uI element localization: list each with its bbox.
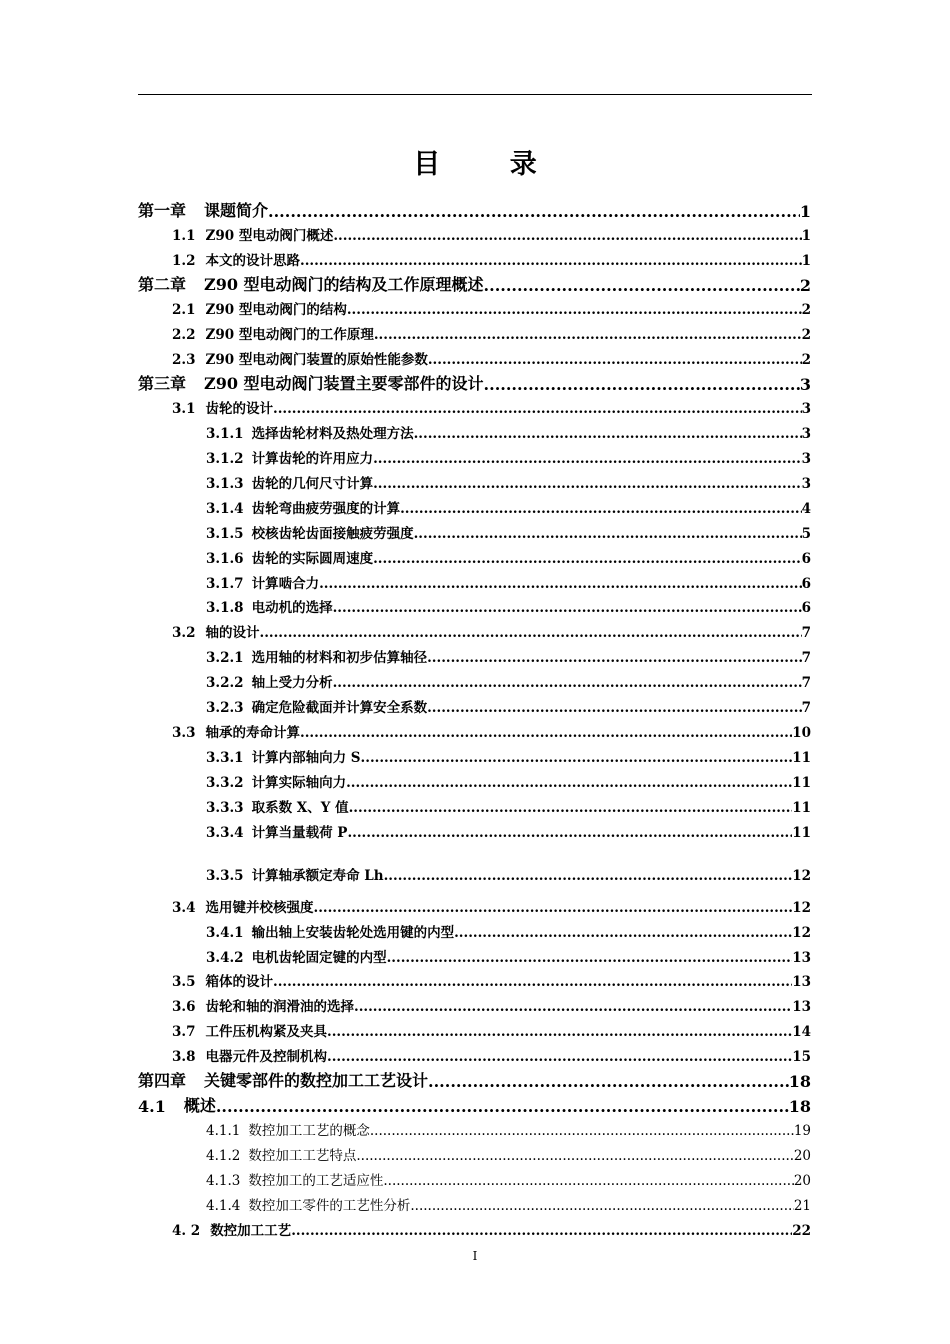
toc-entry[interactable] [172, 1219, 811, 1239]
toc-entry-page: 7 [801, 650, 811, 666]
toc-dot-leader [354, 999, 792, 1015]
toc-entry-page: 13 [792, 950, 811, 966]
toc-entry-number: 2.2 [172, 327, 196, 343]
toc-dot-leader [427, 650, 802, 666]
toc-entry-title: 选择齿轮材料及热处理方法 [251, 426, 414, 442]
toc-entry-number: 3.3.2 [206, 775, 244, 791]
toc-dot-leader [414, 526, 802, 542]
toc-entry-number: 3.7 [172, 1024, 196, 1040]
toc-entry-page: 12 [792, 925, 811, 941]
toc-entry-title: 齿轮弯曲疲劳强度的计算 [251, 501, 401, 517]
toc-entry-number: 3.3.4 [206, 825, 244, 841]
toc-entry-number: 4.1.1 [206, 1123, 241, 1139]
toc-entry[interactable] [172, 348, 811, 368]
toc-dot-leader [273, 974, 792, 990]
toc-dot-leader [410, 1198, 793, 1214]
toc-entry-title: 计算实际轴向力 [251, 775, 347, 791]
toc-entry-number: 3.2.2 [206, 675, 244, 691]
toc-entry-title: 取系数 X、Y 值 [251, 800, 349, 816]
toc-entry-page: 7 [801, 675, 811, 691]
toc-entry-title: Z90 型电动阀门概述 [205, 228, 334, 244]
toc-entry-page: 2 [801, 327, 811, 343]
toc-entry[interactable] [172, 224, 811, 244]
toc-dot-leader [484, 375, 800, 394]
toc-dot-leader [427, 700, 802, 716]
toc-entry-title: 齿轮和轴的润滑油的选择 [205, 999, 354, 1015]
toc-entry-page: 19 [793, 1123, 811, 1139]
toc-entry[interactable] [206, 746, 811, 766]
toc-entry-title: 选用键并校核强度 [205, 900, 314, 916]
toc-dot-leader [327, 1049, 792, 1065]
toc-entry-title: 课题简介 [204, 201, 269, 220]
toc-entry-number: 2.3 [172, 352, 196, 368]
toc-entry-page: 13 [792, 999, 811, 1015]
toc-entry-number: 4. 2 [172, 1223, 201, 1239]
toc-entry-page: 18 [788, 1097, 811, 1116]
toc-entry-title: Z90 型电动阀门的结构及工作原理概述 [204, 275, 484, 294]
toc-entry-page: 1 [801, 253, 811, 269]
toc-entry[interactable] [206, 671, 811, 691]
toc-dot-leader [347, 302, 802, 318]
toc-entry-title: 确定危险截面并计算安全系数 [251, 700, 428, 716]
toc-entry-page: 13 [792, 974, 811, 990]
toc-entry-number: 3.4.1 [206, 925, 244, 941]
toc-entry-title: 计算齿轮的许用应力 [251, 451, 374, 467]
toc-entry-title: 齿轮的几何尺寸计算 [251, 476, 374, 492]
toc-entry-page: 6 [801, 551, 811, 567]
toc-entry-number: 3.3 [172, 725, 196, 741]
toc-dot-leader [346, 775, 792, 791]
toc-dot-leader [300, 253, 802, 269]
toc-entry-page: 12 [792, 900, 811, 916]
toc-entry-title: 数控加工零件的工艺性分析 [248, 1198, 411, 1214]
toc-dot-leader [373, 451, 802, 467]
toc-dot-leader [333, 600, 802, 616]
toc-entry-page: 3 [801, 476, 811, 492]
toc-entry-page: 6 [801, 576, 811, 592]
toc-entry[interactable] [206, 572, 811, 592]
toc-entry-title: 校核齿轮齿面接触疲劳强度 [251, 526, 414, 542]
toc-entry[interactable] [206, 921, 811, 941]
toc-dot-leader [484, 276, 800, 295]
toc-entry-number: 第二章 [138, 275, 187, 294]
toc-entry[interactable] [172, 621, 811, 641]
toc-entry-number: 3.1.5 [206, 526, 244, 542]
toc-entry-number: 3.2.1 [206, 650, 244, 666]
toc-entry-number: 第三章 [138, 374, 187, 393]
toc-entry-number: 3.3.3 [206, 800, 244, 816]
toc-entry-title: Z90 型电动阀门的工作原理 [205, 327, 374, 343]
toc-entry-title: 概述 [183, 1096, 216, 1115]
toc-dot-leader [387, 950, 793, 966]
toc-dot-leader [373, 551, 802, 567]
toc-dot-leader [300, 725, 792, 741]
toc-entry-page: 3 [801, 426, 811, 442]
toc-dot-leader [428, 352, 802, 368]
toc-entry[interactable] [206, 946, 811, 966]
toc-entry[interactable] [206, 422, 811, 442]
toc-entry-page: 20 [793, 1148, 811, 1164]
toc-entry-title: 轴承的寿命计算 [205, 725, 300, 741]
toc-entry-title: 轴上受力分析 [251, 675, 333, 691]
toc-dot-leader [414, 426, 802, 442]
toc-entry-page: 10 [792, 725, 811, 741]
toc-dot-leader [383, 1173, 793, 1189]
toc-entry-page: 14 [792, 1024, 811, 1040]
toc-entry-title: 数控加工工艺的概念 [248, 1123, 370, 1139]
toc-entry-page: 4 [801, 501, 811, 517]
toc-dot-leader [319, 576, 802, 592]
toc-entry-number: 3.1.6 [206, 551, 244, 567]
toc-entry-page: 18 [788, 1072, 811, 1091]
toc-entry-page: 2 [801, 302, 811, 318]
toc-dot-leader [454, 925, 792, 941]
toc-entry-number: 3.2 [172, 625, 196, 641]
toc-entry-page: 2 [801, 352, 811, 368]
toc-dot-leader [260, 625, 802, 641]
toc-entry-title: 数控加工的工艺适应性 [248, 1173, 384, 1189]
toc-entry-number: 3.3.1 [206, 750, 244, 766]
toc-dot-leader [327, 1024, 792, 1040]
toc-entry-page: 1 [799, 202, 811, 221]
toc-entry-page: 21 [793, 1198, 811, 1214]
toc-entry-number: 4.1.3 [206, 1173, 241, 1189]
toc-entry-title: 电机齿轮固定键的内型 [251, 950, 387, 966]
toc-entry-number: 3.1 [172, 401, 196, 417]
toc-entry[interactable] [138, 1094, 811, 1116]
toc-entry[interactable] [206, 1194, 811, 1214]
toc-entry-page: 2 [799, 276, 811, 295]
toc-dot-leader [400, 501, 802, 517]
toc-entry[interactable] [172, 995, 811, 1015]
toc-entry[interactable] [206, 821, 811, 841]
toc-entry-number: 3.8 [172, 1049, 196, 1065]
toc-dot-leader [370, 1123, 794, 1139]
toc-dot-leader [273, 401, 802, 417]
toc-entry[interactable] [138, 1069, 811, 1091]
toc-entry[interactable] [138, 273, 811, 295]
toc-entry-title: 计算轴承额定寿命 Lh [251, 868, 384, 884]
toc-entry-title: 关键零部件的数控加工工艺设计 [204, 1071, 429, 1090]
toc-dot-leader [428, 1072, 789, 1091]
toc-entry-title: 齿轮的实际圆周速度 [251, 551, 374, 567]
toc-entry-page: 3 [801, 451, 811, 467]
toc-entry-title: 选用轴的材料和初步估算轴径 [251, 650, 428, 666]
toc-entry-number: 4.1 [138, 1097, 166, 1116]
toc-entry[interactable] [206, 771, 811, 791]
toc-entry-page: 6 [801, 600, 811, 616]
toc-entry-number: 3.1.3 [206, 476, 244, 492]
toc-entry-title: 电器元件及控制机构 [205, 1049, 327, 1065]
header-rule [138, 94, 812, 95]
toc-entry[interactable] [206, 1144, 811, 1164]
toc-entry[interactable] [206, 472, 811, 492]
toc-entry-number: 3.6 [172, 999, 196, 1015]
toc-dot-leader [291, 1223, 792, 1239]
toc-entry-number: 3.4.2 [206, 950, 244, 966]
toc-entry-title: 工件压机构紧及夹具 [205, 1024, 327, 1040]
toc-entry-page: 5 [801, 526, 811, 542]
toc-entry-page: 22 [792, 1223, 811, 1239]
toc-entry-number: 3.1.2 [206, 451, 244, 467]
toc-dot-leader [361, 750, 793, 766]
toc-entry-title: 箱体的设计 [205, 974, 273, 990]
toc-entry-page: 1 [801, 228, 811, 244]
toc-entry-page: 7 [801, 625, 811, 641]
toc-dot-leader [333, 228, 801, 244]
toc-entry[interactable] [138, 372, 811, 394]
toc-entry[interactable] [206, 864, 811, 884]
toc-entry-number: 1.2 [172, 253, 196, 269]
toc-entry-page: 15 [792, 1049, 811, 1065]
toc-entry-title: 数控加工工艺特点 [248, 1148, 357, 1164]
toc-entry[interactable] [206, 497, 811, 517]
toc-entry-page: 7 [801, 700, 811, 716]
toc-entry-number: 第四章 [138, 1071, 187, 1090]
toc-entry[interactable] [172, 249, 811, 269]
toc-entry-number: 1.1 [172, 228, 196, 244]
toc-dot-leader [349, 800, 793, 816]
toc-entry-number: 3.1.8 [206, 600, 244, 616]
toc-entry-title: 数控加工工艺 [210, 1223, 292, 1239]
toc-dot-leader [374, 327, 802, 343]
toc-entry-title: 计算当量载荷 P [251, 825, 348, 841]
toc-entry[interactable] [172, 721, 811, 741]
toc-entry[interactable] [206, 522, 811, 542]
toc-entry[interactable] [206, 547, 811, 567]
page-number-footer: I [472, 1249, 478, 1263]
toc-entry[interactable] [206, 1119, 811, 1139]
toc-entry-page: 11 [792, 775, 811, 791]
toc-dot-leader [314, 900, 793, 916]
toc-entry-number: 4.1.2 [206, 1148, 241, 1164]
toc-entry-title: 轴的设计 [205, 625, 260, 641]
toc-dot-leader [268, 202, 800, 221]
toc-entry-page: 3 [801, 401, 811, 417]
toc-entry-number: 3.2.3 [206, 700, 244, 716]
toc-entry-title: Z90 型电动阀门装置的原始性能参数 [205, 352, 428, 368]
page-title: 目 录 [413, 149, 567, 180]
toc-entry-number: 3.5 [172, 974, 196, 990]
toc-entry[interactable] [172, 970, 811, 990]
toc-entry[interactable] [172, 1020, 811, 1040]
toc-entry-title: 计算啮合力 [251, 576, 320, 592]
toc-entry-number: 2.1 [172, 302, 196, 318]
toc-entry[interactable] [206, 1169, 811, 1189]
toc-entry[interactable] [172, 1045, 811, 1065]
toc-entry[interactable] [206, 596, 811, 616]
toc-entry-number: 3.3.5 [206, 868, 244, 884]
toc-dot-leader [347, 825, 792, 841]
toc-entry-title: Z90 型电动阀门装置主要零部件的设计 [204, 374, 484, 393]
toc-entry-title: 齿轮的设计 [205, 401, 273, 417]
toc-entry-title: Z90 型电动阀门的结构 [205, 302, 347, 318]
toc-entry-number: 3.4 [172, 900, 196, 916]
toc-entry-page: 20 [793, 1173, 811, 1189]
toc-entry-title: 电动机的选择 [251, 600, 333, 616]
toc-entry[interactable] [172, 323, 811, 343]
toc-entry[interactable] [206, 646, 811, 666]
toc-dot-leader [373, 476, 802, 492]
toc-entry-number: 第一章 [138, 201, 187, 220]
toc-entry-number: 3.1.4 [206, 501, 244, 517]
toc-entry[interactable] [206, 796, 811, 816]
toc-entry-page: 11 [792, 800, 811, 816]
toc-entry-page: 3 [799, 375, 811, 394]
toc-dot-leader [333, 675, 802, 691]
toc-entry[interactable] [206, 696, 811, 716]
toc-dot-leader [216, 1097, 789, 1116]
toc-entry[interactable] [172, 397, 811, 417]
toc-entry-page: 12 [792, 868, 811, 884]
toc-entry[interactable] [138, 199, 811, 221]
toc-entry[interactable] [172, 896, 811, 916]
toc-entry[interactable] [172, 298, 811, 318]
toc-dot-leader [356, 1148, 793, 1164]
toc-entry[interactable] [206, 447, 811, 467]
toc-entry-title: 计算内部轴向力 S [251, 750, 361, 766]
toc-entry-page: 11 [792, 750, 811, 766]
toc-entry-page: 11 [792, 825, 811, 841]
toc-entry-number: 3.1.7 [206, 576, 244, 592]
toc-entry-title: 本文的设计思路 [205, 253, 300, 269]
toc-entry-title: 输出轴上安装齿轮处选用键的内型 [251, 925, 455, 941]
toc-entry-number: 4.1.4 [206, 1198, 241, 1214]
toc-entry-number: 3.1.1 [206, 426, 244, 442]
toc-dot-leader [384, 868, 793, 884]
